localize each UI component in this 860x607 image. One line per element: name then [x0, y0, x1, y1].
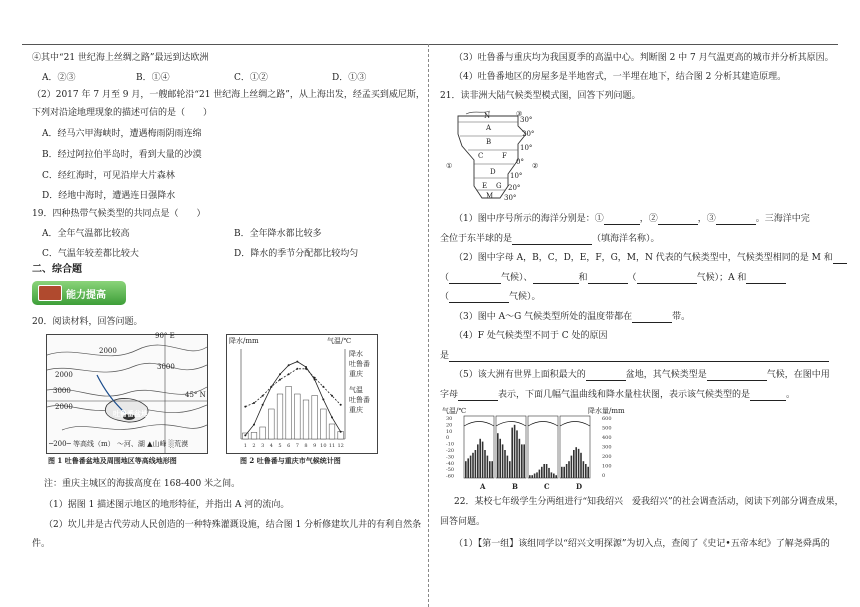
q21-5-text-b: 盆地，其气候类型是 [625, 370, 707, 380]
mini-bar [491, 461, 493, 478]
month-tick: 5 [278, 443, 282, 449]
q18-2-option-d[interactable]: D．经地中海时，遭遇连日强降水 [42, 191, 176, 201]
mini-temp-curve [464, 422, 494, 427]
mini-letter-a: A [480, 482, 486, 491]
precip-bar [329, 424, 335, 439]
precip-bar [269, 409, 275, 439]
map-label-90e: 90° E [155, 332, 175, 340]
mini-bar [529, 475, 531, 478]
q18-option-a[interactable]: A．②③ [42, 73, 76, 83]
mini-bar [511, 428, 513, 478]
temp-point [270, 386, 272, 388]
mini-bar [543, 464, 545, 478]
mini-bar [489, 461, 491, 478]
mini-bar [523, 444, 525, 478]
q21-2-text-d: 和 [578, 273, 588, 283]
mini-bar [575, 447, 577, 478]
mini-bar [502, 444, 504, 478]
precip-bar [303, 400, 309, 439]
fig1-caption: 图 1 吐鲁番盆地及周围地区等高线地形图 [48, 456, 177, 465]
mini-bar [536, 472, 538, 478]
q22-line2: 回答问题。 [440, 517, 486, 527]
q21-tempzone-blank[interactable] [632, 313, 672, 323]
model-lat-20n: 20° [522, 130, 535, 138]
mini-bar [482, 442, 484, 478]
q21-pair2a-blank[interactable] [533, 274, 579, 284]
q21-4-text-b: 是 [440, 351, 450, 361]
q21-5-text-d: 字母 [440, 390, 459, 400]
legend-precip: 降水 [349, 350, 363, 358]
mini-tick-right: 400 [602, 435, 612, 441]
q18-option-d[interactable]: D．①③ [332, 73, 367, 83]
mini-bar [578, 449, 580, 478]
precip-bar [286, 387, 292, 440]
mini-tick-right: 600 [602, 416, 612, 422]
q21-climate2-blank[interactable] [637, 274, 697, 284]
mini-bar [507, 456, 509, 478]
mini-tick-right: 300 [602, 444, 612, 451]
mini-bar [539, 470, 541, 478]
q20-note: 注：重庆主城区的海拔高度在 168-400 米之间。 [44, 479, 241, 489]
q21-2-text-a: （2）图中字母 A，B，C，D，E，F，G，M，N 代表的气候类型中，气候类型相同的是 M 和 [454, 253, 833, 263]
month-tick: 8 [304, 443, 308, 449]
q20-stem: 20．阅读材料，回答问题。 [32, 317, 143, 327]
model-lat-10n: 10° [520, 144, 533, 152]
q21-pair2b-blank[interactable] [588, 274, 628, 284]
q21-5-text-f: 。 [786, 390, 796, 400]
q18-part2-line1: （2）2017 年 7 月至 9 月，一艘邮轮沿“21 世纪海上丝绸之路”，从上海出发，经孟买到威尼斯， [32, 90, 425, 100]
q21-2-text-e: （ [627, 273, 637, 283]
q21-part4-line1: （4）F 处气候类型不同于 C 处的原因 [454, 331, 608, 341]
map-legend: ─200─ 等高线（m） ～河、湖 ▲山峰 ░荒漠 [49, 440, 189, 448]
temp-point [296, 361, 298, 363]
month-tick: 4 [269, 443, 273, 449]
q21-basin-climate-blank[interactable] [707, 371, 767, 381]
q21-stem: 21．读非洲大陆气候类型模式图，回答下列问题。 [440, 91, 641, 101]
mini-tick-left: -40 [446, 460, 455, 467]
q19-stem: 19．四种热带气候类型的共同点是（ ） [32, 209, 206, 219]
map-label-3000a: 3000 [53, 387, 71, 395]
model-lat-0: 0° [516, 158, 524, 166]
mini-temp-curve [528, 422, 558, 427]
q21-ocean3-blank[interactable] [716, 215, 756, 225]
q21-5-text-c: 气候，在图中用 [766, 370, 830, 380]
mini-bar [571, 456, 573, 478]
mini-bar [583, 461, 585, 478]
q21-m-pair-blank[interactable] [833, 254, 847, 264]
temp-point [331, 395, 333, 397]
mini-bar [566, 464, 568, 478]
mini-bar [573, 450, 575, 478]
q21-east-ocean-blank[interactable] [512, 235, 592, 245]
q21-part2-line1 [454, 252, 847, 264]
temp-point [331, 416, 333, 418]
q21-1-text-d: 。三海洋中完 [755, 214, 810, 224]
temp-point [262, 395, 264, 397]
q21-ocean1-blank[interactable] [604, 215, 640, 225]
q19-option-a[interactable]: A．全年气温都比较高 [42, 229, 130, 239]
header-rule [22, 44, 838, 45]
mini-tick-left: -10 [446, 441, 455, 448]
q21-climate3-blank[interactable] [449, 293, 509, 303]
q18-option-b[interactable]: B．①④ [136, 73, 170, 83]
precip-bar [260, 427, 266, 439]
temp-line [245, 369, 340, 407]
q21-part1-line1 [454, 213, 810, 225]
temp-point [322, 386, 324, 388]
legend-temp: 气温 [349, 386, 363, 394]
mini-temp-curve [560, 422, 590, 427]
month-tick: 11 [328, 443, 336, 449]
fig2-caption: 图 2 吐鲁番与重庆市气候统计图 [240, 456, 341, 465]
legend-temp-turpan: 吐鲁番 [349, 396, 370, 404]
mini-tick-left: 0 [446, 435, 450, 442]
mini-tick-left: -50 [446, 467, 455, 474]
mini-bar [514, 425, 516, 478]
mini-bar [499, 439, 501, 478]
precip-bar [295, 394, 301, 439]
q18-2-option-b[interactable]: B．经过阿拉伯半岛时，看到大量的沙漠 [42, 150, 202, 160]
q20-part2-line1: （2）坎儿井是古代劳动人民创造的一种特殊灌溉设施，结合图 1 分析修建坎儿井的有利自然条 [44, 520, 422, 530]
temp-point [279, 379, 281, 381]
temp-point [253, 424, 255, 426]
badge-label: 能力提高 [66, 289, 106, 301]
temp-point [340, 404, 342, 406]
model-label-f: F [502, 152, 507, 160]
mini-bar [553, 474, 555, 478]
q19-option-d[interactable]: D．降水的季节分配都比较均匀 [234, 249, 359, 259]
climate-ylabel: 降水/mm [229, 337, 259, 345]
month-tick: 6 [287, 443, 291, 449]
mini-tick-left: 30 [446, 416, 453, 422]
q21-part5-line2 [440, 389, 795, 401]
month-tick: 7 [295, 443, 299, 449]
q22-line1: 22．某校七年级学生分两组进行“知我绍兴 爱我绍兴”的社会调查活动，阅读下列部分调查成果， [454, 497, 844, 507]
climate-mini-charts [440, 406, 640, 490]
mini-bar [568, 461, 570, 478]
model-ocean-2: ② [532, 162, 539, 170]
mini-bar [484, 450, 486, 478]
mini-bar [563, 467, 565, 478]
model-label-n: N [484, 112, 491, 120]
climate-chart [226, 334, 378, 454]
q21-climate1-blank[interactable] [449, 274, 501, 284]
month-tick: 2 [252, 443, 256, 449]
mini-bar [531, 475, 533, 478]
model-lat-10s: 10° [510, 172, 523, 180]
mini-bar [516, 430, 518, 478]
mini-bar [555, 475, 557, 478]
mini-left-axis: 气温/℃ [442, 407, 467, 415]
mini-bar [477, 444, 479, 478]
q20-part3: （3）吐鲁番与重庆均为我国夏季的高温中心。判断图 2 中 7 月气温更高的城市并分析其原因。 [454, 53, 834, 63]
q21-1-text-b: ，② [639, 214, 658, 224]
q18-2-option-c[interactable]: C．经红海时，可见沿岸大片森林 [42, 171, 175, 181]
model-label-d: D [490, 168, 496, 176]
legend-temp-chongqing: 重庆 [349, 406, 363, 414]
precip-bar [321, 409, 327, 439]
mini-tick-left: -60 [446, 473, 455, 480]
q21-1-text-a: （1）图中序号所示的海洋分别是：① [454, 214, 604, 224]
q18-2-option-a[interactable]: A．经马六甲海峡时，遭遇梅雨阴雨连绵 [42, 129, 202, 139]
mini-bar [472, 453, 474, 478]
q21-1-text-e: 全位于东半球的是 [440, 234, 513, 244]
precip-bar [251, 432, 257, 439]
mini-bar [475, 450, 477, 478]
q21-5-text-a: （5）该大洲有世界上面积最大的 [454, 370, 586, 380]
q20-part1: （1）据图 1 描述图示地区的地形特征，并指出 A 河的流向。 [44, 500, 290, 510]
precip-bar [312, 396, 318, 440]
mini-bar [561, 467, 563, 478]
mini-bar [587, 467, 589, 478]
map-label-basin: 吐鲁番盆地 [113, 409, 148, 418]
book-icon [38, 285, 62, 301]
q21-a-pair-blank[interactable] [746, 274, 786, 284]
q22-part1: （1）【第一组】该组同学以“绍兴文明探源”为切入点，查阅了《史记•五帝本纪》了解尧舜禹的 [454, 539, 830, 549]
mini-tick-left: -30 [446, 454, 455, 461]
map-label-2000c: 2000 [55, 403, 73, 411]
mini-tick-left: -20 [446, 448, 455, 454]
q20-part4: （4）吐鲁番地区的房屋多是半地窖式，一半埋在地下，结合图 2 分析其建造原理。 [454, 72, 787, 82]
column-divider [428, 44, 429, 607]
q21-part2-line2 [440, 272, 786, 284]
mini-bar [504, 450, 506, 478]
model-label-g: G [496, 182, 502, 190]
temp-point [322, 398, 324, 400]
q21-3-text-b: 带。 [672, 312, 691, 322]
q21-reason-blank[interactable] [449, 352, 829, 362]
legend-precip-turpan: 吐鲁番 [349, 360, 370, 368]
q19-option-b[interactable]: B．全年降水都比较多 [234, 229, 322, 239]
mini-tick-right: 500 [602, 425, 612, 432]
mini-bar [509, 461, 511, 478]
mini-temp-curve [496, 422, 526, 427]
mini-letter-c: C [544, 482, 550, 491]
q21-2-text-b: （ [440, 273, 450, 283]
q21-1-text-f: （填海洋名称）。 [592, 234, 660, 244]
q18-option-c[interactable]: C．①② [234, 73, 268, 83]
temp-point [288, 373, 290, 375]
q21-2-text-h: 气候）。 [509, 292, 541, 302]
model-lat-30s: 30° [504, 194, 517, 202]
q21-2-text-f: 气候）；A 和 [696, 273, 747, 283]
model-lat-20s: 20° [508, 184, 521, 192]
map-label-3000b: 3000 [157, 363, 175, 371]
temp-point [305, 368, 307, 370]
mini-chart-frame [528, 416, 558, 478]
mini-bar [487, 456, 489, 478]
mini-bar [585, 464, 587, 478]
q21-part1-line2 [440, 233, 660, 245]
africa-climate-model [444, 108, 544, 202]
mini-bar [546, 464, 548, 478]
q21-1-text-c: ，③ [697, 214, 716, 224]
model-ocean-1: ① [446, 162, 453, 170]
mini-right-axis: 降水量/mm [588, 407, 625, 415]
q21-ocean2-blank[interactable] [658, 215, 698, 225]
mini-bar [580, 453, 582, 478]
mini-bar [519, 439, 521, 478]
temp-point [296, 368, 298, 370]
contour-map [46, 334, 208, 454]
month-tick: 12 [337, 443, 344, 449]
mini-tick-left: 20 [446, 422, 453, 429]
temp-point [314, 377, 316, 379]
model-label-c: C [478, 152, 484, 160]
map-label-2000a: 2000 [99, 347, 117, 355]
temp-point [244, 406, 246, 408]
q21-part4-line2 [440, 350, 829, 362]
q21-5-text-e: 表示，下面几幅气温曲线和降水量柱状图，表示该气候类型的是 [498, 390, 751, 400]
mini-charts-svg [440, 406, 640, 490]
month-tick: 9 [313, 443, 317, 449]
mini-bar [470, 456, 472, 478]
q21-part2-line3 [440, 291, 541, 303]
mini-bar [548, 468, 550, 478]
model-lat-30n: 30° [520, 116, 533, 124]
contour-map-svg [47, 335, 207, 453]
mini-bar [551, 472, 553, 478]
mini-bar [534, 474, 536, 478]
model-label-a: A [486, 124, 492, 132]
q21-basin-blank[interactable] [586, 371, 626, 381]
temp-point [262, 404, 264, 406]
temp-point [305, 366, 307, 368]
ability-badge [32, 281, 126, 305]
section-heading: 二、综合题 [32, 264, 82, 275]
legend-precip-chongqing: 重庆 [349, 370, 363, 378]
q19-option-c[interactable]: C．气温年较差都比较大 [42, 249, 139, 259]
q21-3-text-a: （3）图中 A～G 气候类型所处的温度带都在 [454, 312, 633, 322]
temp-point [244, 434, 246, 436]
q21-letter-blank[interactable] [458, 391, 498, 401]
model-ocean-3: ③ [516, 110, 523, 118]
temp-point [288, 364, 290, 366]
q18-item4: ④其中“21 世纪海上丝绸之路”最远到达欧洲 [32, 53, 209, 63]
mini-tick-right: 200 [602, 454, 612, 460]
mini-bar [467, 458, 469, 478]
temp-point [279, 373, 281, 375]
model-label-m: M [486, 192, 494, 200]
temp-point [253, 402, 255, 404]
model-label-b: B [486, 138, 492, 146]
map-label-45n: 45° N [185, 391, 206, 399]
mini-tick-right: 0 [602, 473, 606, 479]
model-label-e: E [482, 182, 488, 190]
climate-y2label: 气温/℃ [327, 337, 352, 345]
month-tick: 10 [320, 443, 327, 449]
precip-bar [277, 394, 283, 439]
mini-bar [497, 433, 499, 478]
mini-letter-d: D [576, 482, 583, 491]
q21-chart-blank[interactable] [750, 391, 786, 401]
mini-bar [521, 444, 523, 478]
mini-bar [541, 467, 543, 478]
q18-part2-line2: 下列对沿途地理现象的描述可信的是（ ） [32, 108, 213, 118]
temp-point [340, 431, 342, 433]
mini-bar [465, 461, 467, 478]
q21-2-text-g: （ [440, 292, 450, 302]
mini-bar [479, 439, 481, 478]
q20-part2-line2: 件。 [32, 539, 51, 549]
mini-tick-right: 100 [602, 463, 612, 470]
q21-2-text-c: 气候）、 [501, 273, 533, 283]
mini-tick-left: 10 [446, 428, 453, 435]
map-label-2000b: 2000 [55, 371, 73, 379]
mini-letter-b: B [512, 482, 518, 491]
month-tick: 3 [261, 443, 265, 449]
month-tick: 1 [243, 443, 247, 449]
q21-part3 [454, 311, 690, 323]
temp-point [314, 379, 316, 381]
q21-part5-line1 [454, 369, 830, 381]
